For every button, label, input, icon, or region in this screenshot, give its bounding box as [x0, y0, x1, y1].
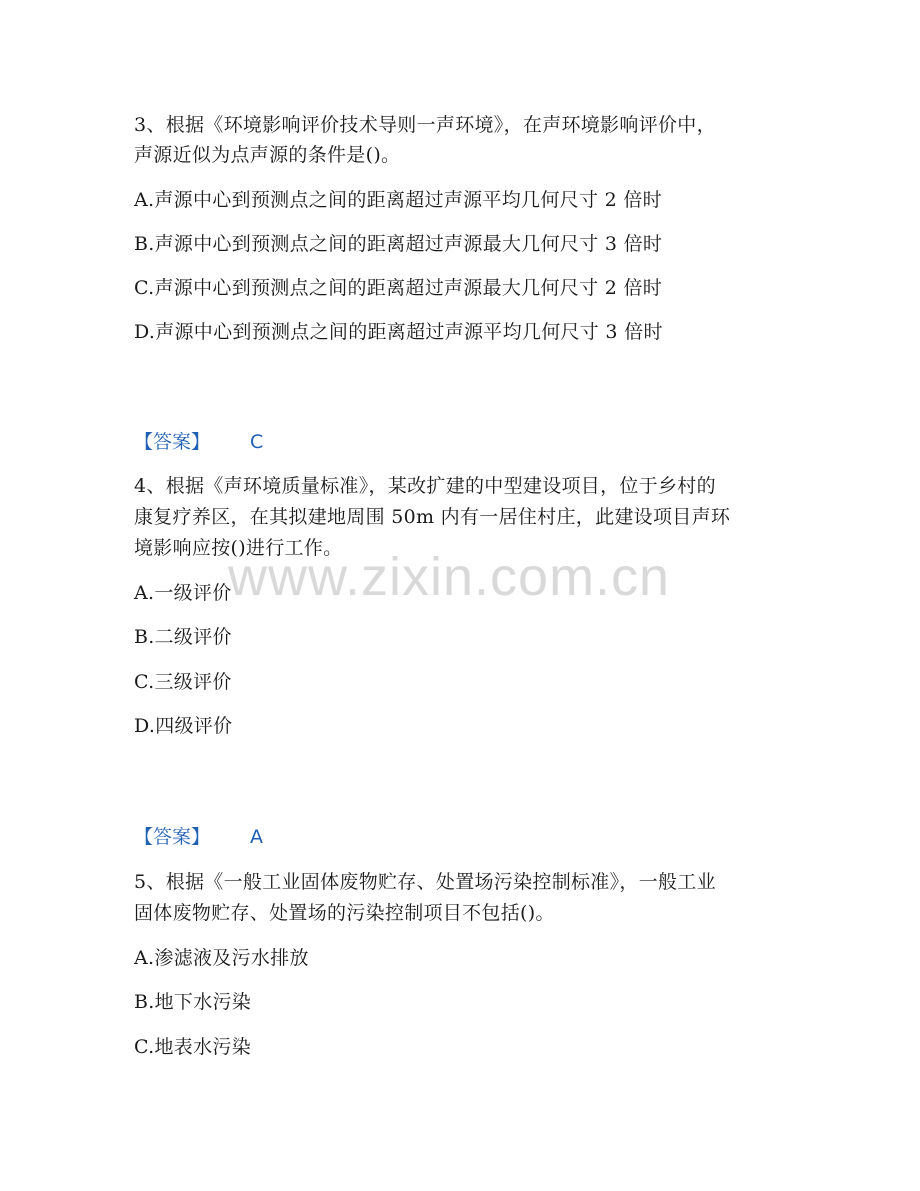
- question-4-option-d: D.四级评价: [134, 715, 233, 737]
- answer-label: 【答案】: [134, 431, 211, 453]
- question-5-stem-line-1: 5、根据《一般工业固体废物贮存、处置场污染控制标准》，一般工业: [134, 871, 716, 893]
- watermark: www.zixin.com.cn: [228, 547, 671, 607]
- question-3-option-a: A.声源中心到预测点之间的距离超过声源平均几何尺寸 2 倍时: [134, 189, 662, 211]
- question-4-stem-line-2: 康复疗养区，在其拟建地周围 50m 内有一居住村庄，此建设项目声环: [134, 506, 731, 528]
- question-3-stem-line-2: 声源近似为点声源的条件是()。: [134, 144, 401, 166]
- question-5-option-a: A.渗滤液及污水排放: [134, 947, 309, 969]
- question-3-option-b: B.声源中心到预测点之间的距离超过声源最大几何尺寸 3 倍时: [134, 233, 663, 255]
- question-4-answer: [134, 824, 263, 850]
- answer-label: 【答案】: [134, 826, 211, 848]
- question-4-option-a: A.一级评价: [134, 582, 232, 604]
- question-3-answer: [134, 429, 263, 455]
- question-5-stem-line-2: 固体废物贮存、处置场的污染控制项目不包括()。: [134, 902, 555, 924]
- question-3-option-c: C.声源中心到预测点之间的距离超过声源最大几何尺寸 2 倍时: [134, 277, 663, 299]
- question-5-option-b: B.地下水污染: [134, 991, 252, 1013]
- question-4-stem-line-1: 4、根据《声环境质量标准》，某改扩建的中型建设项目，位于乡村的: [134, 475, 716, 497]
- question-4-stem-line-3: 境影响应按()进行工作。: [134, 537, 343, 559]
- answer-value: C: [250, 431, 264, 453]
- answer-value: A: [250, 826, 264, 848]
- question-3-option-d: D.声源中心到预测点之间的距离超过声源平均几何尺寸 3 倍时: [134, 321, 663, 343]
- question-4-option-b: B.二级评价: [134, 626, 232, 648]
- question-5-option-c: C.地表水污染: [134, 1036, 252, 1058]
- question-4-option-c: C.三级评价: [134, 671, 232, 693]
- question-3-stem-line-1: 3、根据《环境影响评价技术导则一声环境》，在声环境影响评价中，: [134, 114, 716, 136]
